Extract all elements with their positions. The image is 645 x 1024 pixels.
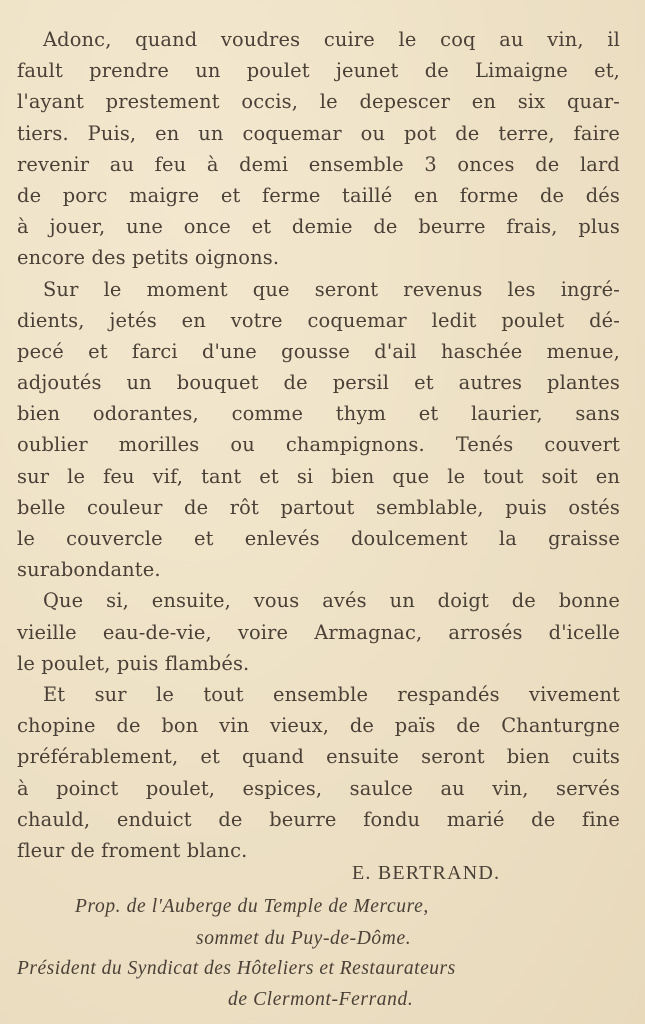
- text-line: l'ayant prestement occis, le depescer en six quar-: [17, 90, 620, 114]
- text-line: belle couleur de rôt partout semblable, puis ostés: [17, 495, 620, 519]
- paragraph-1: [17, 24, 620, 274]
- text-line: préférablement, et quand ensuite seront bien cuits: [17, 745, 620, 769]
- text-line: dients, jetés en votre coquemar ledit poulet dé-: [17, 308, 620, 332]
- text-line: surabondante.: [17, 558, 161, 582]
- paragraph-3: [17, 585, 620, 679]
- author-title-line: de Clermont-Ferrand.: [228, 989, 414, 1010]
- text-line: à jouer, une once et demie de beurre frais, plus: [17, 215, 620, 239]
- text-line: Adonc, quand voudres cuire le coq au vin, il: [43, 28, 620, 51]
- text-line: le poulet, puis flambés.: [17, 651, 250, 675]
- text-line: chauld, enduict de beurre fondu marié de fine: [17, 807, 620, 831]
- text-line: adjoutés un bouquet de persil et autres plantes: [17, 371, 620, 395]
- signature-block: [0, 860, 645, 1024]
- text-line: vieille eau-de-vie, voire Armagnac, arrosés d'icelle: [17, 620, 620, 644]
- recipe-text-body: [17, 24, 620, 866]
- text-line: tiers. Puis, en un coquemar ou pot de terre, faire: [17, 121, 620, 145]
- author-title-line: sommet du Puy-de-Dôme.: [196, 928, 412, 949]
- paragraph-2: [17, 274, 620, 586]
- text-line: pecé et farci d'une gousse d'ail haschée menue,: [17, 339, 620, 363]
- text-line: Que si, ensuite, vous avés un doigt de bonne: [43, 589, 620, 613]
- text-line: oublier morilles ou champignons. Tenés couvert: [17, 433, 620, 457]
- text-line: fault prendre un poulet jeunet de Limaigne et,: [17, 59, 620, 83]
- author-name: E. BERTRAND.: [352, 862, 501, 884]
- author-title-line: Prop. de l'Auberge du Temple de Mercure,: [75, 896, 429, 917]
- text-line: fleur de froment blanc.: [17, 838, 248, 862]
- text-line: à poinct poulet, espices, saulce au vin, servés: [17, 776, 620, 800]
- text-line: bien odorantes, comme thym et laurier, sans: [17, 402, 620, 426]
- text-line: sur le feu vif, tant et si bien que le tout soit en: [17, 464, 620, 488]
- text-line: revenir au feu à demi ensemble 3 onces de lard: [17, 152, 620, 176]
- text-line: chopine de bon vin vieux, de païs de Chanturgne: [17, 714, 620, 738]
- text-line: encore des petits oignons.: [17, 246, 280, 270]
- text-line: de porc maigre et ferme taillé en forme de dés: [17, 183, 620, 207]
- text-line: Sur le moment que seront revenus les ingré-: [43, 277, 620, 301]
- text-line: Et sur le tout ensemble respandés vivement: [43, 682, 620, 706]
- paragraph-4: [17, 679, 620, 866]
- text-line: le couvercle et enlevés doulcement la graisse: [17, 527, 620, 550]
- author-title-line: Président du Syndicat des Hôteliers et Restaurateurs: [17, 958, 456, 979]
